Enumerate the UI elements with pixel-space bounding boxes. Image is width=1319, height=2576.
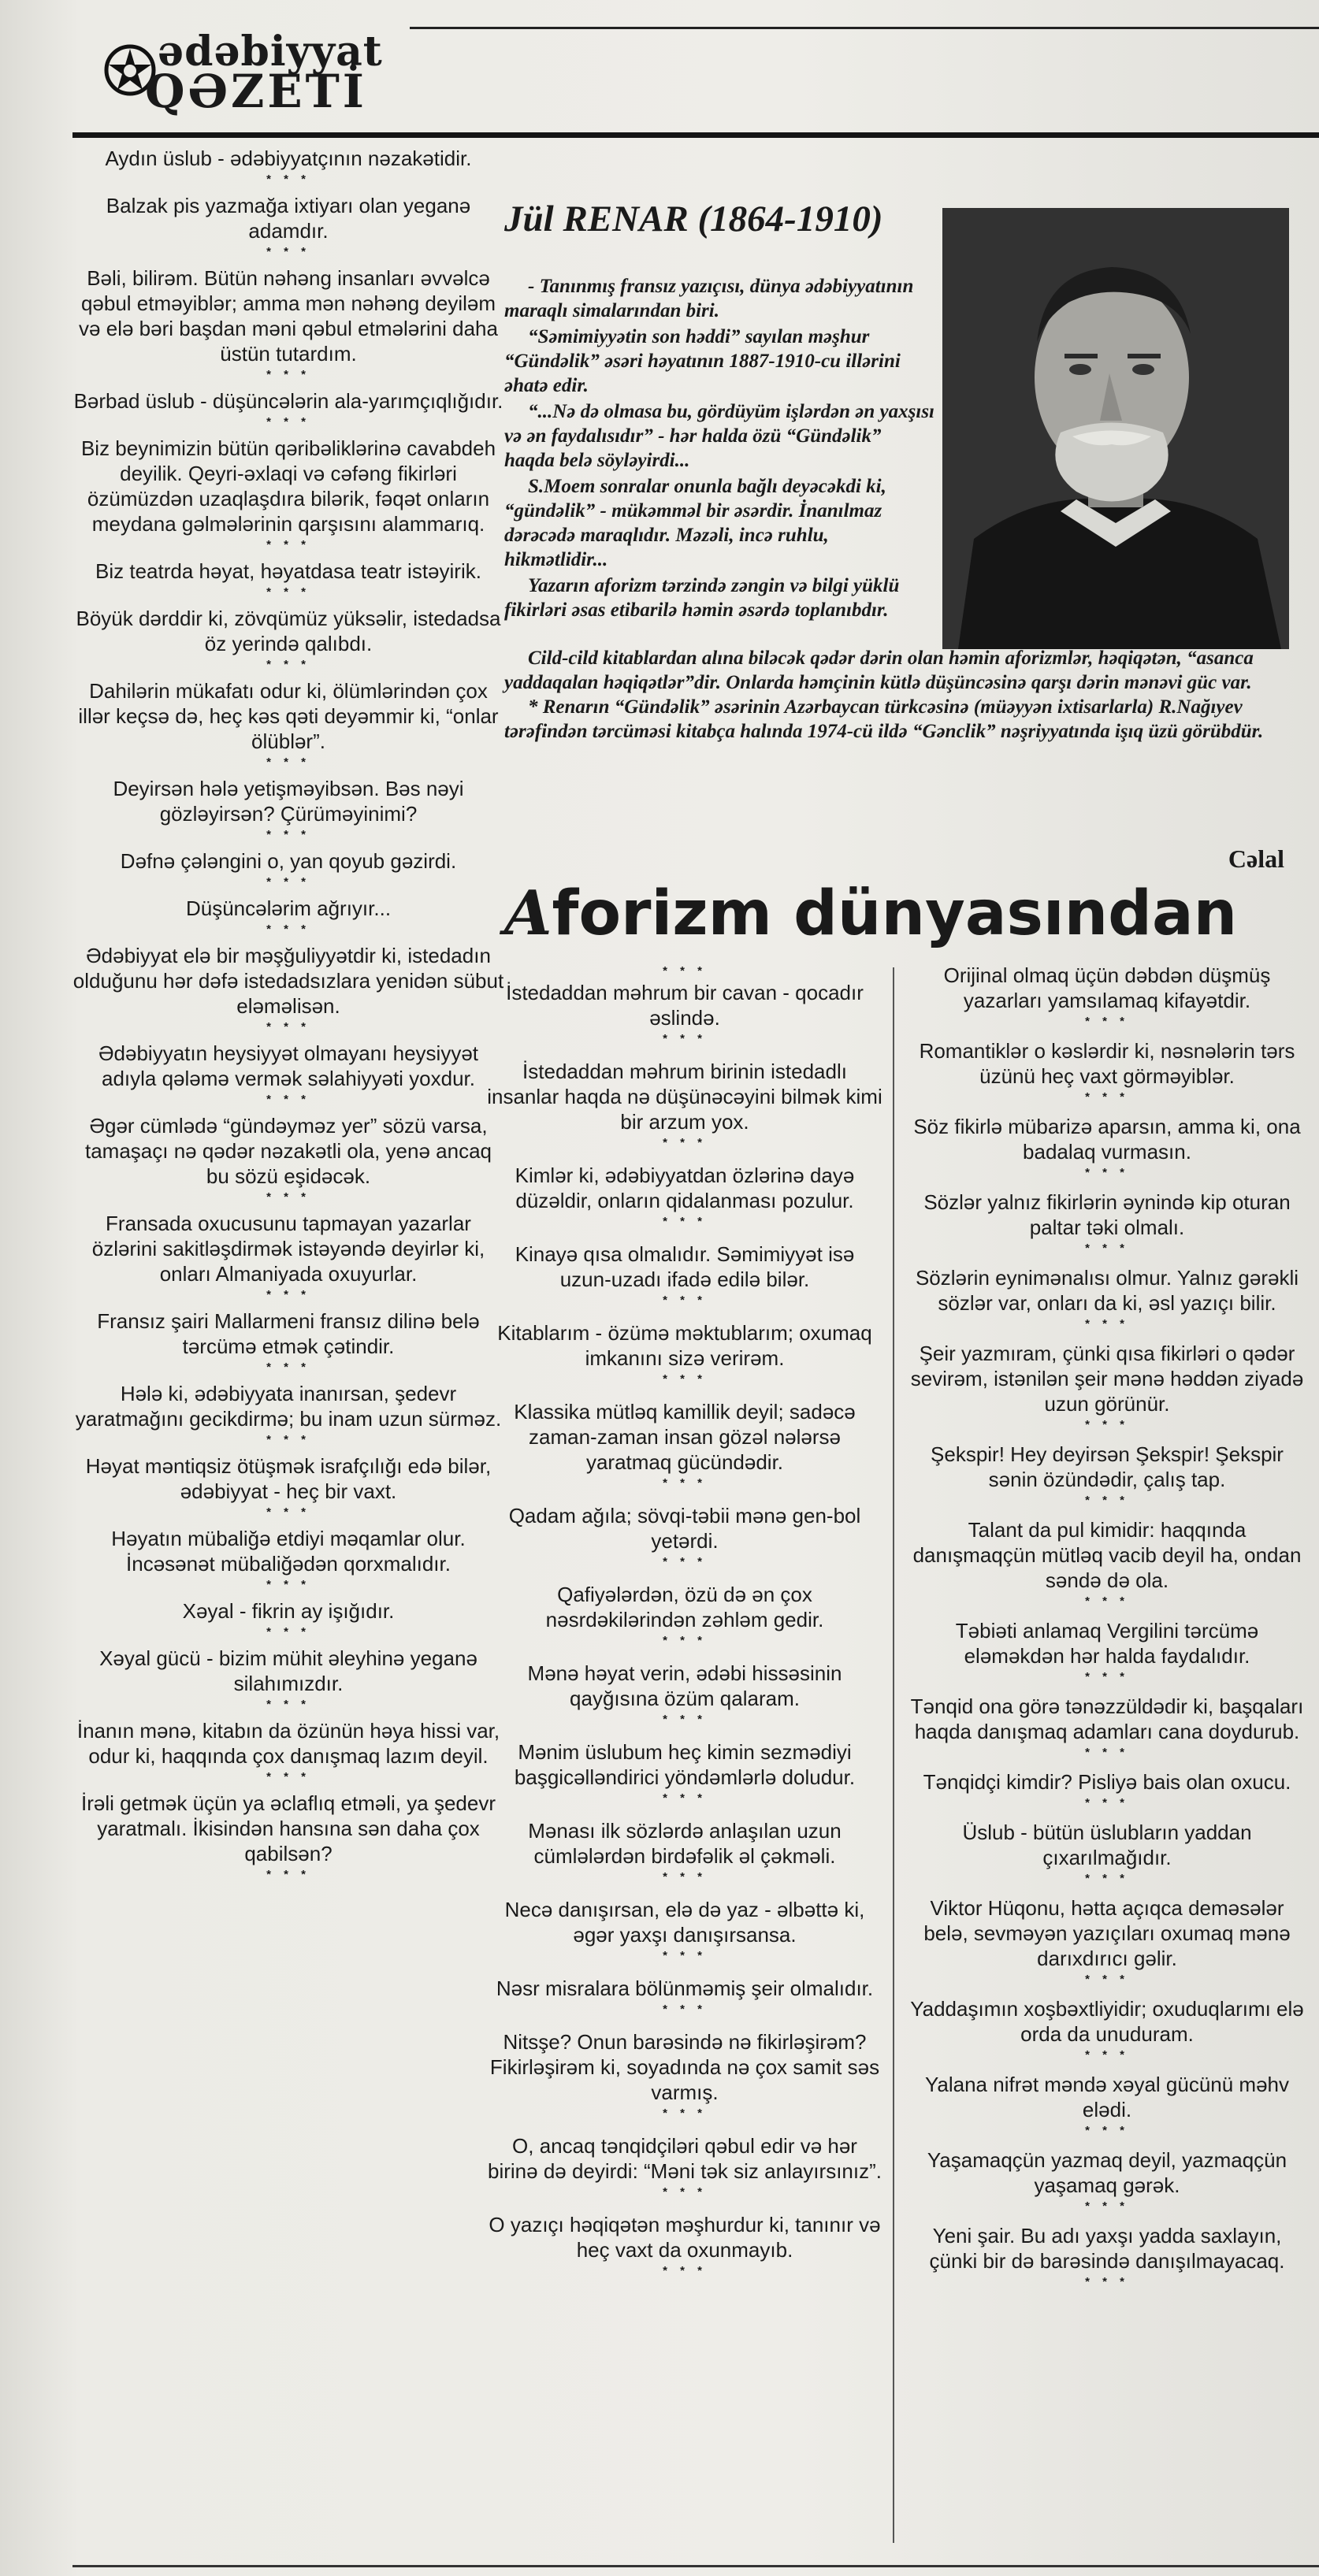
header-rule	[72, 132, 1319, 138]
separator-stars: * * *	[663, 1136, 707, 1149]
aphorism: Kinayə qısa olmalıdır. Səmimiyyət isə uzun-uzadı ifadə edilə bilər.	[515, 1242, 855, 1291]
separator-stars: * * *	[266, 658, 310, 671]
masthead	[101, 25, 400, 120]
intro-paragraph: S.Moem sonralar onunla bağlı deyəcəkdi ki, “gündəlik” - mükəmməl bir əsərdir. İnanılmaz dərəcədə maraqlıdır. Məzəli, incə ruhlu, hikmətlidir...	[504, 476, 886, 570]
aphorism: Həyatın mübaliğə etdiyi məqamlar olur. İncəsənət mübaliğədən qorxmalıdır.	[111, 1527, 466, 1576]
separator-stars: * * *	[663, 964, 707, 978]
aphorism: Bərbad üslub - düşüncələrin ala-yarımçıqlığıdır.	[73, 389, 503, 413]
separator-stars: * * *	[266, 368, 310, 381]
separator-stars: * * *	[266, 173, 310, 186]
separator-stars: * * *	[266, 1433, 310, 1446]
separator-stars: * * *	[1085, 1796, 1129, 1810]
separator-stars: * * *	[1085, 1015, 1129, 1028]
aphorism: Viktor Hüqonu, hətta açıqca deməsələr belə, sevməyən yazıçıları oxumaq mənə darıxdırıcı gəlir.	[923, 1896, 1291, 1970]
aphorism: Nəsr misralara bölünməmiş şeir olmalıdır.	[496, 1977, 874, 2000]
separator-stars: * * *	[1085, 2048, 1129, 2062]
aphorism: Talant da pul kimidir: haqqında danışmaqçün mütləq vacib deyil ha, ondan səndə də ola.	[912, 1518, 1302, 1592]
aphorism: Kitablarım - özümə məktublarım; oxumaq imkanını sizə verirəm.	[497, 1321, 872, 1370]
aphorism: Tənqidçi kimdir? Pisliyə bais olan oxucu.	[923, 1770, 1291, 1794]
top-rule	[410, 27, 1319, 29]
aphorism: Həyat məntiqsiz ötüşmək israfçılığı edə bilər, ədəbiyyat - heç bir vaxt.	[85, 1454, 492, 1503]
separator-stars: * * *	[266, 245, 310, 258]
aphorism: Üslub - bütün üslubların yaddan çıxarılmağıdır.	[962, 1821, 1252, 1869]
separator-stars: * * *	[663, 1476, 707, 1490]
aphorism: O, ancaq tənqidçiləri qəbul edir və hər birinə də deyirdi: “Məni tək siz anlayırsınız”.	[488, 2134, 882, 2183]
separator-stars: * * *	[1085, 1872, 1129, 1885]
intro-paragraph: Yazarın aforizm tərzində zəngin və bilgi yüklü fikirləri əsas etibarilə həmin əsərdə toplanıbdır.	[504, 575, 900, 621]
section-headline	[504, 876, 1292, 952]
aphorism: İrəli getmək üçün ya əclaflıq etməli, ya şedevr yaratmalı. İkisindən hansına sən daha çox qabilsən?	[80, 1791, 496, 1865]
aphorism: Dəfnə çələngini o, yan qoyub gəzirdi.	[120, 849, 457, 873]
separator-stars: * * *	[1085, 1670, 1129, 1683]
aphorism: Qafiyələrdən, özü də ən çox nəsrdəkilərindən zəhləm gedir.	[545, 1583, 824, 1631]
aphorism: Düşüncələrim ağrıyır...	[185, 896, 392, 920]
author-signature: Cəlal	[1228, 844, 1284, 873]
aphorism: İnanın mənə, kitabın da özünün həya hissi var, odur ki, haqqında çox danışmaq lazım deyil.	[76, 1719, 500, 1768]
aphorism: Yalana nifrət məndə xəyal gücünü məhv elədi.	[924, 2073, 1290, 2121]
separator-stars: * * *	[266, 1698, 310, 1711]
separator-stars: * * *	[1085, 1317, 1129, 1331]
aphorism: Fransız şairi Mallarmeni fransız dilinə belə tərcümə etmək çətindir.	[97, 1309, 480, 1358]
aphorism: Hələ ki, ədəbiyyata inanırsan, şedevr yaratmağını gecikdirmə; bu inam uzun sürməz.	[75, 1382, 502, 1431]
separator-stars: * * *	[266, 755, 310, 769]
separator-stars: * * *	[663, 1634, 707, 1647]
aphorism: Romantiklər o kəslərdir ki, nəsnələrin tərs üzünü heç vaxt görməyiblər.	[919, 1039, 1295, 1088]
separator-stars: * * *	[266, 828, 310, 841]
aphorism: O yazıçı həqiqətən məşhurdur ki, tanınır və heç vaxt da oxunmayıb.	[489, 2213, 881, 2262]
separator-stars: * * *	[1085, 1594, 1129, 1608]
aphorism: Söz fikirlə mübarizə aparsın, amma ki, ona badalaq vurmasın.	[913, 1115, 1301, 1164]
aphorism: Mənası ilk sözlərdə anlaşılan uzun cümlələrdən birdəfəlik əl çəkməli.	[528, 1819, 842, 1868]
intro-paragraph: “Səmimiyyətin son həddi” sayılan məşhur “Gündəlik” əsəri həyatının 1887-1910-cu illərini əhatə edir.	[504, 326, 901, 396]
separator-stars: * * *	[266, 1625, 310, 1639]
separator-stars: * * *	[266, 415, 310, 429]
middle-aphorism-column	[487, 963, 882, 2291]
bottom-rule	[72, 2565, 1319, 2567]
separator-stars: * * *	[1085, 1973, 1129, 1986]
aphorism: Şeir yazmıram, çünki qısa fikirləri o qədər sevirəm, istənilən şeir mənə həddən ziyadə uzun görünür.	[910, 1342, 1304, 1416]
separator-stars: * * *	[266, 538, 310, 551]
separator-stars: * * *	[663, 2185, 707, 2199]
separator-stars: * * *	[1085, 1242, 1129, 1255]
aphorism: Yaşamaqçün yazmaq deyil, yazmaqçün yaşamaq gərək.	[927, 2148, 1287, 2197]
aphorism: Qadam ağıla; sövqi-təbii mənə gen-bol yetərdi.	[508, 1504, 861, 1553]
separator-stars: * * *	[663, 1791, 707, 1805]
separator-stars: * * *	[1085, 1090, 1129, 1104]
intro-continuation	[504, 646, 1284, 744]
separator-stars: * * *	[266, 1288, 310, 1301]
aphorism: Ədəbiyyat elə bir məşğuliyyətdir ki, istedadın olduğunu hər dəfə istedadsızlara yenidən sübut eləməlisən.	[72, 944, 504, 1018]
separator-stars: * * *	[663, 1372, 707, 1386]
aphorism: Fransada oxucusunu tapmayan yazarlar özlərini sakitləşdirmək istəyəndə deyirlər ki, onları Almaniyada oxuyurlar.	[91, 1212, 485, 1286]
aphorism: Ədəbiyyatın heysiyyət olmayanı heysiyyət adıyla qələmə vermək səlahiyyəti yoxdur.	[98, 1041, 478, 1090]
separator-stars: * * *	[663, 1555, 707, 1568]
separator-stars: * * *	[1085, 1418, 1129, 1431]
aphorism: Nitsşe? Onun barəsində nə fikirləşirəm? Fikirləşirəm ki, soyadında nə çox samit səs varmış.	[489, 2030, 880, 2104]
left-aphorism-column	[72, 146, 504, 1888]
separator-stars: * * *	[663, 1713, 707, 1726]
aphorism: İstedaddan məhrum birinin istedadlı insanlar haqda nə düşünəcəyini bilmək kimi bir arzum yox.	[487, 1060, 882, 1134]
aphorism: Böyük dərddir ki, zövqümüz yüksəlir, istedadsa öz yerində qalıbdı.	[76, 607, 501, 655]
author-portrait-photo	[942, 208, 1289, 649]
separator-stars: * * *	[1085, 2124, 1129, 2137]
aphorism: Biz teatrda həyat, həyatdasa teatr istəyirik.	[95, 559, 481, 583]
aphorism: Sözlərin eynimənalısı olmur. Yalnız gərəkli sözlər var, onları da ki, əsl yazıçı bilir.	[915, 1266, 1299, 1315]
aphorism: Kimlər ki, ədəbiyyatdan özlərinə dayə düzəldir, onların qidalanması pozulur.	[515, 1164, 855, 1212]
separator-stars: * * *	[266, 1093, 310, 1106]
separator-stars: * * *	[663, 1032, 707, 1045]
aphorism: Necə danışırsan, elə də yaz - əlbəttə ki, əgər yaxşı danışırsansa.	[504, 1898, 865, 1947]
aphorism: Xəyal - fikrin ay işığıdır.	[182, 1599, 395, 1623]
masthead-title-top: ədəbiyyat	[158, 28, 383, 76]
separator-stars: * * *	[266, 875, 310, 889]
headline-initial: A	[504, 878, 552, 949]
separator-stars: * * *	[663, 1949, 707, 1962]
separator-stars: * * *	[266, 1770, 310, 1784]
separator-stars: * * *	[266, 1578, 310, 1591]
aphorism: Yaddaşımın xoşbəxtliyidir; oxuduqlarımı elə orda da unuduram.	[910, 1997, 1304, 2046]
masthead-title-bottom: QƏZETİ	[145, 65, 367, 118]
article-title: Jül RENAR (1864-1910)	[504, 199, 883, 239]
aphorism: Bəli, bilirəm. Bütün nəhəng insanları əvvəlcə qəbul etməyiblər; amma mən nəhəng deyiləm və elə bəri başdan məni qəbul etmələrini daha üstün tutardım.	[79, 266, 498, 366]
separator-stars: * * *	[266, 1505, 310, 1519]
aphorism: Əgər cümlədə “gündəyməz yer” sözü varsa, tamaşaçı nə qədər nəzakətli ola, yenə ancaq bu sözü eşidəcək.	[84, 1114, 492, 1188]
headline-text: forizm dünyasından	[552, 878, 1238, 949]
aphorism: Deyirsən hələ yetişməyibsən. Bəs nəyi gözləyirsən? Çürüməyinimi?	[113, 777, 464, 826]
aphorism: Balzak pis yazmağa ixtiyarı olan yeganə adamdır.	[106, 194, 471, 243]
aphorism: Xəyal gücü - bizim mühit əleyhinə yeganə silahımızdır.	[99, 1646, 477, 1695]
separator-stars: * * *	[266, 1020, 310, 1034]
aphorism: Şekspir! Hey deyirsən Şekspir! Şekspir sənin özündədir, çalış tap.	[931, 1442, 1284, 1491]
aphorism: Tənqid ona görə tənəzzüldədir ki, başqaları haqda danışmaq adamları cana doydurub.	[910, 1694, 1304, 1743]
intro-paragraph: “...Nə də olmasa bu, gördüyüm işlərdən ən yaxşısı və ən faydalısıdır” - hər halda özü “Gündəlik” haqda belə söyləyirdi...	[504, 401, 934, 471]
separator-stars: * * *	[266, 585, 310, 599]
aphorism: Sözlər yalnız fikirlərin əynində kip oturan paltar təki olmalı.	[923, 1190, 1291, 1239]
aphorism: Klassika mütləq kamillik deyil; sadəcə zaman-zaman insan gözəl nələrsə yaratmaq gücündədir.	[514, 1400, 856, 1474]
aphorism: Dahilərin mükafatı odur ki, ölümlərindən çox illər keçsə də, heç kəs qəti deyəmmir ki, “onlar ölüblər”.	[78, 679, 499, 753]
right-aphorism-column	[906, 963, 1308, 2299]
aphorism: Təbiəti anlamaq Vergilini tərcümə eləməkdən hər halda faydalıdır.	[955, 1619, 1259, 1668]
separator-stars: * * *	[266, 1360, 310, 1374]
aphorism: Aydın üslub - ədəbiyyatçının nəzakətidir.	[105, 147, 472, 170]
aphorism: İstedaddan məhrum bir cavan - qocadır əslində.	[506, 981, 864, 1030]
aphorism: Yeni şair. Bu adı yaxşı yadda saxlayın, çünki bir də barəsində danışılmayacaq.	[929, 2224, 1285, 2273]
separator-stars: * * *	[1085, 2199, 1129, 2213]
separator-stars: * * *	[266, 1868, 310, 1881]
separator-stars: * * *	[663, 1870, 707, 1884]
separator-stars: * * *	[1085, 2275, 1129, 2288]
intro-text	[504, 274, 936, 624]
aphorism: Orijinal olmaq üçün dəbdən düşmüş yazarları yamsılamaq kifayətdir.	[943, 963, 1271, 1012]
aphorism: Biz beynimizin bütün qəribəliklərinə cavabdeh deyilik. Qeyri-əxlaqi və cəfəng fikirləri özümüzdən uzaqlaşdıra bilərik, fəqət onların meydana gəlmələrinin qarşısını alammarıq.	[80, 436, 496, 536]
separator-stars: * * *	[663, 1294, 707, 1307]
aphorism: Mənə həyat verin, ədəbi hissəsinin qayğısına özüm qalaram.	[527, 1661, 842, 1710]
separator-stars: * * *	[266, 922, 310, 936]
column-divider	[893, 967, 894, 2543]
aphorism: Mənim üslubum heç kimin sezmədiyi başgicəlləndirici yöndəmlərlə doludur.	[514, 1740, 856, 1789]
separator-stars: * * *	[1085, 1494, 1129, 1507]
separator-stars: * * *	[266, 1190, 310, 1204]
intro-paragraph: - Tanınmış fransız yazıçısı, dünya ədəbiyyatının maraqlı simalarından biri.	[504, 276, 914, 321]
intro-footnote: * Renarın “Gündəlik” əsərinin Azərbaycan türkcəsinə (müəyyən ixtisarlarla) R.Nağıyev tərəfindən tərcüməsi kitabça halında 1974-cü ildə “Gənclik” nəşriyyatında işıq üzü görübdür.	[504, 696, 1264, 742]
separator-stars: * * *	[663, 2003, 707, 2016]
separator-stars: * * *	[1085, 1166, 1129, 1179]
separator-stars: * * *	[1085, 1746, 1129, 1759]
intro-paragraph: Cild-cild kitablardan alına biləcək qədər dərin olan həmin aforizmlər, həqiqətən, “asanca yaddaqalan həqiqətlər”dir. Onlarda həmçinin kütlə düşüncəsinə qarşı dərin mənəvi güc var.	[504, 648, 1254, 693]
separator-stars: * * *	[663, 2106, 707, 2120]
separator-stars: * * *	[663, 2264, 707, 2277]
separator-stars: * * *	[663, 1215, 707, 1228]
